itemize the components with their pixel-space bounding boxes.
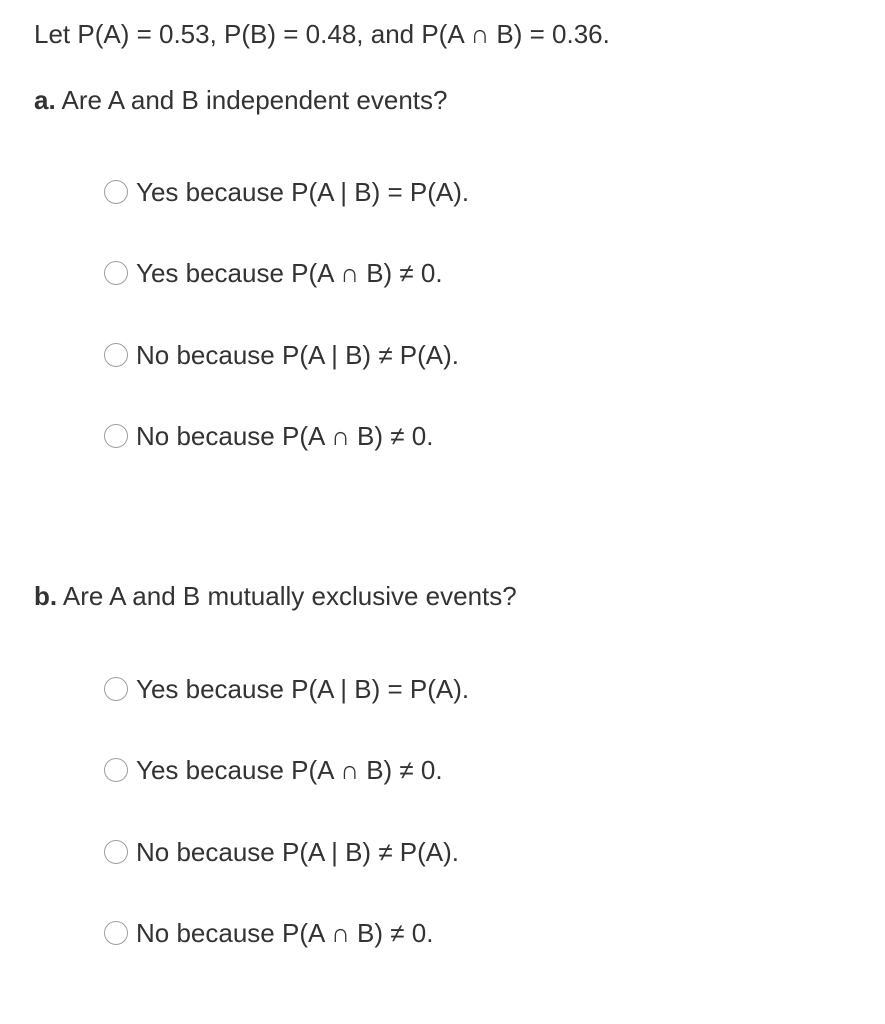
question-b-option-1[interactable] <box>104 673 469 705</box>
question-a-option-3[interactable] <box>104 339 459 371</box>
radio-button[interactable] <box>104 921 128 945</box>
option-label: Yes because P(A ∩ B) ≠ 0. <box>136 258 443 288</box>
radio-button[interactable] <box>104 758 128 782</box>
question-b-text: Are A and B mutually exclusive events? <box>62 581 517 611</box>
option-label: No because P(A ∩ B) ≠ 0. <box>136 421 434 451</box>
question-a-option-2[interactable] <box>104 257 443 289</box>
radio-button[interactable] <box>104 677 128 701</box>
question-b-label: b. <box>34 581 58 611</box>
question-a-option-1[interactable] <box>104 176 469 208</box>
option-label: Yes because P(A | B) = P(A). <box>136 177 470 207</box>
option-label: No because P(A ∩ B) ≠ 0. <box>136 918 434 948</box>
option-label: Yes because P(A | B) = P(A). <box>136 674 470 704</box>
radio-button[interactable] <box>104 261 128 285</box>
option-label: Yes because P(A ∩ B) ≠ 0. <box>136 755 443 785</box>
option-label: No because P(A | B) ≠ P(A). <box>136 340 460 370</box>
question-a <box>34 84 447 116</box>
question-b-option-4[interactable] <box>104 917 433 949</box>
question-b <box>34 580 517 612</box>
radio-button[interactable] <box>104 343 128 367</box>
radio-button[interactable] <box>104 180 128 204</box>
option-label: No because P(A | B) ≠ P(A). <box>136 837 460 867</box>
question-b-option-2[interactable] <box>104 754 443 786</box>
problem-statement: Let P(A) = 0.53, P(B) = 0.48, and P(A ∩ B) = 0.36. <box>34 19 610 49</box>
question-a-text: Are A and B independent events? <box>61 85 448 115</box>
radio-button[interactable] <box>104 840 128 864</box>
question-a-label: a. <box>34 85 56 115</box>
question-b-option-3[interactable] <box>104 836 459 868</box>
question-a-option-4[interactable] <box>104 420 433 452</box>
radio-button[interactable] <box>104 424 128 448</box>
